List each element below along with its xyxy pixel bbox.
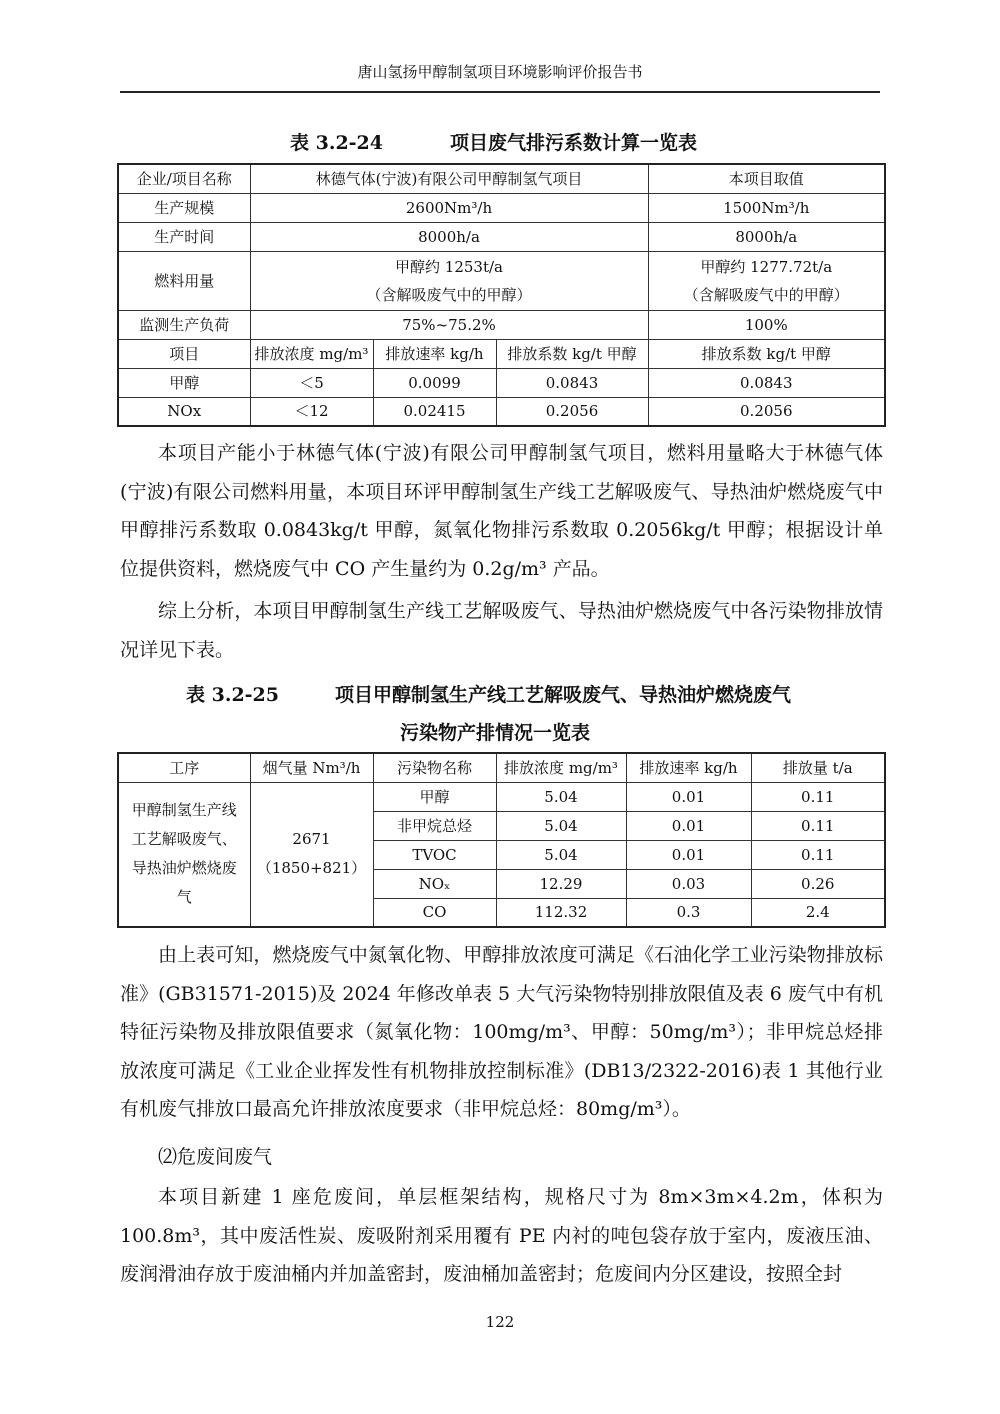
header-cell-company: 企业/项目名称: [118, 164, 250, 193]
header-cell-this-project: 本项目取值: [648, 164, 885, 193]
table-row: [118, 782, 885, 811]
cell: 112.32: [496, 898, 626, 927]
cell: 5.04: [496, 811, 626, 840]
paragraph-compliance: 由上表可知，燃烧废气中氮氧化物、甲醇排放浓度可满足《石油化学工业污染物排放标准》(GB31571-2015)及 2024 年修改单表 5 大气污染物特别排放限值及表 6 废气中有机特征污染物及排放限值要求（氮氧化物：100mg/m³、甲醇：50mg/m³）；非甲烷总烃排放浓度可满足《工业企业挥发性有机物排放控制标准》(DB13/2322-2016)表 1 其他行业有机废气排放口最高允许排放浓度要求（非甲烷总烃：80mg/m³）。: [120, 944, 883, 1121]
emission-coefficient-table: [117, 163, 886, 427]
cell-process: [118, 782, 250, 927]
header-concentration: 排放浓度 mg/m³: [496, 753, 626, 782]
cell-line: 2671: [292, 830, 331, 849]
row-label: 燃料用量: [118, 251, 250, 310]
cell: 8000h/a: [648, 222, 885, 251]
header-pollutant: 污染物名称: [373, 753, 496, 782]
cell-fuel-reference: [250, 251, 648, 310]
cell: 2600Nm³/h: [250, 193, 648, 222]
cell: 0.3: [626, 898, 751, 927]
table2-caption-number: 表 3.2-25: [186, 684, 279, 706]
cell: 0.01: [626, 782, 751, 811]
table1-caption-title: 项目废气排污系数计算一览表: [450, 132, 698, 154]
cell-fuel-this: [648, 251, 885, 310]
header-flow: 烟气量 Nm³/h: [250, 753, 373, 782]
cell: 0.0843: [496, 368, 648, 397]
row-label: 监测生产负荷: [118, 310, 250, 339]
table-row: [118, 310, 885, 339]
cell: 100%: [648, 310, 885, 339]
table-row: [118, 222, 885, 251]
cell: 0.11: [751, 811, 885, 840]
table-row: [118, 164, 885, 193]
cell: 8000h/a: [250, 222, 648, 251]
running-header: 唐山氢扬甲醇制氢项目环境影响评价报告书: [357, 63, 643, 81]
cell: 0.01: [626, 811, 751, 840]
cell: 非甲烷总烃: [373, 811, 496, 840]
header-cell-reference-project: 林德气体(宁波)有限公司甲醇制氢气项目: [250, 164, 648, 193]
cell-line: 甲醇约 1253t/a: [395, 257, 503, 276]
header-process: 工序: [118, 753, 250, 782]
cell: 0.2056: [648, 397, 885, 426]
cell: 0.11: [751, 782, 885, 811]
subheader-concentration: 排放浓度 mg/m³: [250, 339, 373, 368]
cell: ＜12: [250, 397, 373, 426]
page-number: 122: [485, 1313, 515, 1331]
table1-caption-number: 表 3.2-24: [290, 132, 383, 154]
cell: 5.04: [496, 840, 626, 869]
cell: 5.04: [496, 782, 626, 811]
cell-line: 工艺解吸废气、: [131, 830, 237, 849]
cell: 0.26: [751, 869, 885, 898]
cell: 0.11: [751, 840, 885, 869]
table-row: [118, 368, 885, 397]
cell: NOx: [118, 397, 250, 426]
cell-line: 气: [176, 888, 192, 907]
paragraph-coefficient-basis: 本项目产能小于林德气体(宁波)有限公司甲醇制氢气项目，燃料用量略大于林德气体(宁波)有限公司燃料用量，本项目环评甲醇制氢生产线工艺解吸废气、导热油炉燃烧废气中甲醇排污系数取 0.0843kg/t 甲醇，氮氧化物排污系数取 0.2056kg/t 甲醇；根据设计单位提供资料，燃烧废气中 CO 产生量约为 0.2g/m³ 产品。: [120, 442, 883, 580]
table-row: [118, 193, 885, 222]
subheader-rate: 排放速率 kg/h: [373, 339, 496, 368]
cell: NOₓ: [373, 869, 496, 898]
cell: 2.4: [751, 898, 885, 927]
cell: CO: [373, 898, 496, 927]
cell-line: （1850+821）: [256, 859, 367, 878]
cell: ＜5: [250, 368, 373, 397]
header-rule: [120, 91, 880, 93]
cell: 0.2056: [496, 397, 648, 426]
header-rate: 排放速率 kg/h: [626, 753, 751, 782]
cell: 甲醇: [118, 368, 250, 397]
cell-line: 甲醇约 1277.72t/a: [700, 257, 833, 276]
table-row: [118, 251, 885, 310]
cell-flow: [250, 782, 373, 927]
cell-line: （含解吸废气中的甲醇）: [366, 285, 532, 304]
row-label: 生产规模: [118, 193, 250, 222]
subheader-coefficient-this: 排放系数 kg/t 甲醇: [648, 339, 885, 368]
paragraph-summary: 综上分析，本项目甲醇制氢生产线工艺解吸废气、导热油炉燃烧废气中各污染物排放情况详见下表。: [120, 600, 883, 661]
cell: TVOC: [373, 840, 496, 869]
table-row: [118, 753, 885, 782]
cell: 75%~75.2%: [250, 310, 648, 339]
cell: 0.0099: [373, 368, 496, 397]
table-row: [118, 339, 885, 368]
cell: 0.03: [626, 869, 751, 898]
table2-caption-title: 项目甲醇制氢生产线工艺解吸废气、导热油炉燃烧废气: [335, 684, 792, 706]
header-amount: 排放量 t/a: [751, 753, 885, 782]
table2-caption-title-line2: 污染物产排情况一览表: [400, 722, 591, 744]
cell-line: 导热油炉燃烧废: [131, 859, 237, 878]
subheader-coefficient: 排放系数 kg/t 甲醇: [496, 339, 648, 368]
section-heading-hazardous-waste-room: ⑵危废间废气: [158, 1146, 273, 1168]
subheader-item: 项目: [118, 339, 250, 368]
row-label: 生产时间: [118, 222, 250, 251]
cell: 甲醇: [373, 782, 496, 811]
cell-line: （含解吸废气中的甲醇）: [683, 285, 849, 304]
table-row: [118, 397, 885, 426]
pollutant-emission-table: [117, 752, 886, 928]
paragraph-hazardous-waste-room: 本项目新建 1 座危废间，单层框架结构，规格尺寸为 8m×3m×4.2m，体积为 100.8m³，其中废活性炭、废吸附剂采用覆有 PE 内衬的吨包袋存放于室内，废液压油、废润滑油存放于废油桶内并加盖密封，废油桶加盖密封；危废间内分区建设，按照全封: [120, 1186, 883, 1286]
cell-line: 甲醇制氢生产线: [131, 801, 237, 820]
cell: 0.0843: [648, 368, 885, 397]
cell: 0.01: [626, 840, 751, 869]
cell: 1500Nm³/h: [648, 193, 885, 222]
cell: 0.02415: [373, 397, 496, 426]
cell: 12.29: [496, 869, 626, 898]
